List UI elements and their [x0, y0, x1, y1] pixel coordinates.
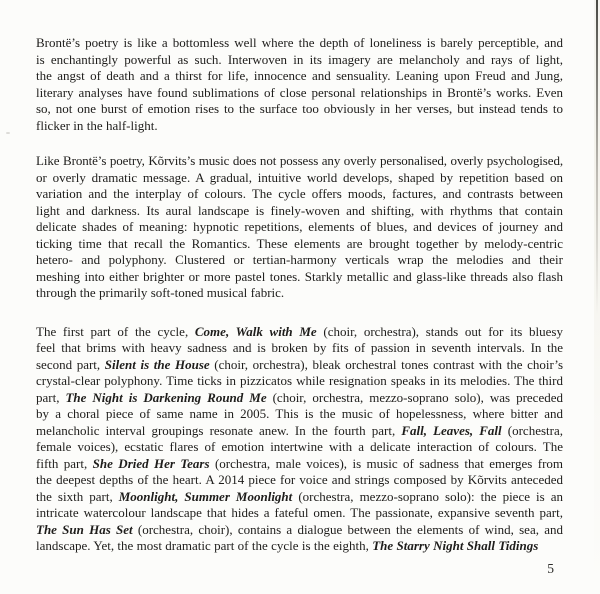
paragraph-2 — [36, 153, 563, 302]
text-line: The Sun Has Set (orchestra, choir), contains a dialogue between the elements of wind, sea, and — [36, 521, 563, 537]
text-line: the deepest depths of the heart. A 2014 piece for voice and strings composed by Kõrvits anteceded — [36, 472, 563, 487]
work-title: The Sun Has Set — [36, 521, 133, 537]
text-line: crystal-clear polyphony. Time ticks in pizzicatos while resignation speaks in its melodies. The third — [36, 373, 563, 388]
work-title: The Starry Night Shall Tidings — [372, 538, 539, 553]
work-title: Fall, Leaves, Fall — [401, 422, 502, 438]
text-line: variation and the interplay of colours. The cycle offers moods, factures, and contrasts between — [36, 186, 563, 201]
text-line: literary analyses have found sublimations of close personal relationships in Brontë’s works. Even — [36, 84, 563, 100]
text-line: is enchantingly powerful as such. Interwoven in its imagery are melancholy and rays of light, — [36, 51, 563, 67]
text-line: so, not one burst of emotion rises to the surface too obviously in her verses, but instead tends to — [36, 101, 563, 116]
text-line: second part, Silent is the House (choir, orchestra), bleak orchestral tones contrast with the choir’s — [36, 356, 563, 372]
text-line: light and darkness. Its aural landscape is finely-woven and shifting, with rhythms that contain — [36, 202, 563, 218]
scan-speck — [6, 132, 10, 134]
text-line: the sixth part, Moonlight, Summer Moonlight (orchestra, mezzo-soprano solo): the piece is an — [36, 488, 564, 504]
paragraph-3 — [36, 324, 563, 555]
text-line: intricate watercolour landscape that hides a fateful omen. The passionate, expansive seventh part, — [36, 505, 563, 520]
work-title: Moonlight, Summer Moonlight — [118, 488, 293, 504]
text-line: or overly dramatic message. A gradual, intuitive world develops, shaped by repetition based on — [36, 169, 563, 185]
text-line: through the primarily soft-toned musical fabric. — [36, 285, 285, 300]
text-line: the angst of death and a thirst for life, innocence and sensuality. Leaning upon Freud and Jung, — [36, 68, 563, 83]
text-line: ticking time that recall the Romantics. These elements are brought together by melody-centric — [36, 235, 563, 251]
page-number: 5 — [547, 561, 554, 576]
body-text — [36, 35, 563, 555]
text-line: landscape. Yet, the most dramatic part of the cycle is the eighth, The Starry Night Shall Tidings — [36, 538, 539, 553]
text-line: fifth part, She Dried Her Tears (orchestra, male voices), is music of sadness that emerges from — [36, 455, 564, 471]
text-line: female voices), ecstatic flares of emotion intertwine with a delicate interaction of colours. The — [36, 439, 563, 454]
text-line: flicker in the half-light. — [36, 117, 158, 133]
text-line: Like Brontë’s poetry, Kõrvits’s music does not possess any overly personalised, overly psychologised, — [36, 153, 563, 168]
text-line: The first part of the cycle, Come, Walk with Me (choir, orchestra), stands out for its bluesy — [36, 323, 563, 339]
text-line: hetero- and polyphony. Clustered or tertian-harmony verticals wrap the melodies and their — [36, 252, 563, 267]
text-line: part, The Night is Darkening Round Me (choir, orchestra, mezzo-soprano solo), was preceded — [36, 389, 563, 405]
text-line: Brontë’s poetry is like a bottomless well where the depth of loneliness is barely perceptible, and — [36, 35, 563, 50]
work-title: She Dried Her Tears — [92, 455, 210, 471]
text-line: delicate shades of meaning: hypnotic repetitions, elements of blues, and devices of journey and — [36, 219, 563, 234]
text-line: melancholic interval groupings resonate anew. In the fourth part, Fall, Leaves, Fall (orchestra, — [36, 422, 563, 438]
text-line: feel that brims with heavy sadness and is broken by fits of passion in seventh intervals. In the — [36, 340, 563, 355]
work-title: Come, Walk with Me — [194, 323, 317, 339]
text-line: by a choral piece of same name in 2005. This is the music of hopelessness, where bitter and — [36, 406, 563, 421]
page-edge-shadow — [596, 0, 598, 315]
text-line: meshing into either brighter or more pastel tones. Starkly metallic and glass-like threads also flash — [36, 268, 563, 284]
work-title: The Night is Darkening Round Me — [65, 389, 267, 405]
work-title: Silent is the House — [104, 356, 210, 372]
paragraph-1 — [36, 35, 563, 134]
